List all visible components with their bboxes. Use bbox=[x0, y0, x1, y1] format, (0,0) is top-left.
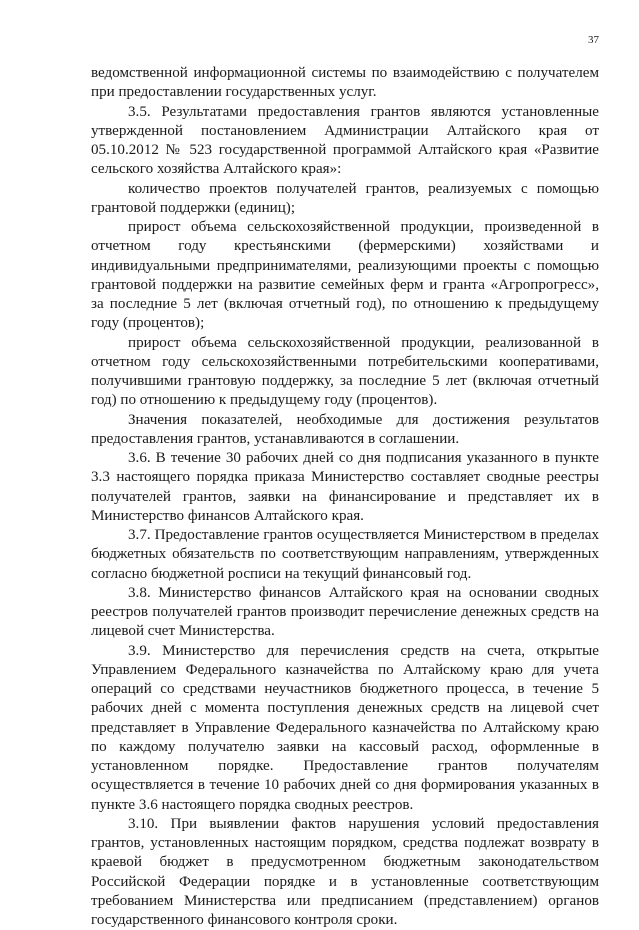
document-body bbox=[91, 64, 599, 930]
indicator-farm-growth: прирост объема сельскохозяйственной продукции, произведенной в отчетном году крестьянскими (фермерскими) хозяйствами и индивидуальными предпринимателями, реализующими проекты с помощью грантовой поддержки на развитие семейных ферм и гранта «Агропрогресс», за последние 5 лет (включая отчетный год), по отношению к предыдущему году (процентов); bbox=[91, 219, 599, 332]
paragraph-3-6: 3.6. В течение 30 рабочих дней со дня подписания указанного в пункте 3.3 настоящего порядка приказа Министерство составляет сводные реестры получателей грантов, заявки на финансирование и представляет их в Министерство финансов Алтайского края. bbox=[91, 450, 599, 524]
paragraph-indicator-values: Значения показателей, необходимые для достижения результатов предоставления грантов, устанавливаются в соглашении. bbox=[91, 411, 599, 447]
paragraph-3-5: 3.5. Результатами предоставления грантов являются установленные утвержденной постановлением Администрации Алтайского края от 05.10.2012 № 523 государственной программой Алтайского края «Развитие сельского хозяйства Алтайского края»: bbox=[91, 103, 599, 178]
paragraph-3-10: 3.10. При выявлении фактов нарушения условий предоставления грантов, установленных настоящим порядком, средства подлежат возврату в краевой бюджет в предусмотренном бюджетным законодательством Российской Федерации порядке и в установленные соответствующим требованием Министерства или предписанием (представлением) органов государственного финансового контроля сроки. bbox=[91, 815, 599, 928]
indicator-cooperative-growth: прирост объема сельскохозяйственной продукции, реализованной в отчетном году сельскохозяйственными потребительскими кооперативами, получившими грантовую поддержку, за последние 5 лет (включая отчетный год) по отношению к предыдущему году (процентов). bbox=[91, 334, 599, 409]
paragraph-3-9: 3.9. Министерство для перечисления средств на счета, открытые Управлением Федерального казначейства по Алтайскому краю для учета операций со средствами неучастников бюджетного процесса, в течение 5 рабочих дней с момента поступления денежных средств на лицевой счет представляет в Управление Федерального казначейства по Алтайскому краю по каждому получателю заявки на кассовый расход, оформленные в установленном порядке. Предоставление грантов получателям осуществляется в течение 10 рабочих дней со дня формирования указанных в пункте 3.6 настоящего порядка сводных реестров. bbox=[91, 642, 599, 813]
page-number: 37 bbox=[588, 34, 599, 46]
paragraph-continuation: ведомственной информационной системы по взаимодействию с получателем при предоставлении государственных услуг. bbox=[91, 65, 599, 101]
paragraph-3-8: 3.8. Министерство финансов Алтайского края на основании сводных реестров получателей грантов производит перечисление денежных средств на лицевой счет Министерства. bbox=[91, 584, 599, 640]
paragraph-3-7: 3.7. Предоставление грантов осуществляется Министерством в пределах бюджетных обязательств по соответствующим направлениям, утвержденных согласно бюджетной росписи на текущий финансовый год. bbox=[91, 527, 599, 582]
indicator-projects-count: количество проектов получателей грантов, реализуемых с помощью грантовой поддержки (единиц); bbox=[91, 180, 599, 216]
